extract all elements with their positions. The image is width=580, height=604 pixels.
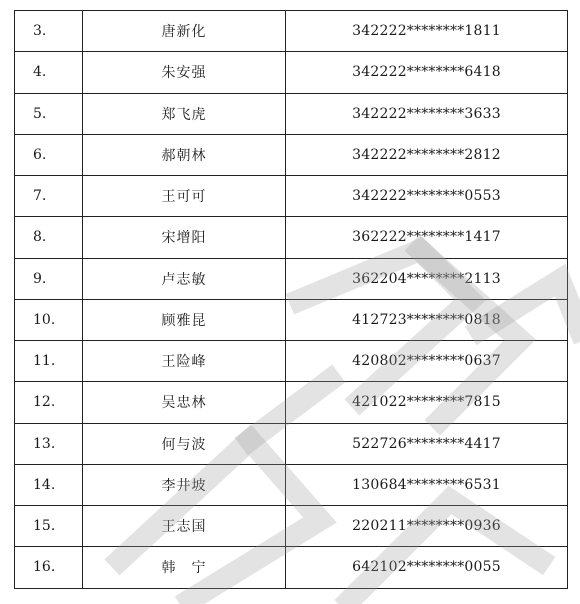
id-number: 342222********2812	[286, 134, 568, 175]
person-name: 宋增阳	[83, 217, 286, 258]
person-name: 王志国	[83, 506, 286, 547]
row-number: 4.	[15, 52, 83, 93]
id-number: 342222********6418	[286, 52, 568, 93]
row-number: 3.	[15, 11, 83, 52]
id-number: 420802********0637	[286, 341, 568, 382]
table-body	[15, 11, 568, 589]
id-number: 342222********3633	[286, 93, 568, 134]
id-number: 362204********2113	[286, 258, 568, 299]
person-name: 卢志敏	[83, 258, 286, 299]
row-number: 16.	[15, 547, 83, 588]
person-name: 吴忠林	[83, 382, 286, 423]
row-number: 7.	[15, 176, 83, 217]
row-number: 13.	[15, 423, 83, 464]
table-row	[15, 11, 568, 52]
table-row	[15, 176, 568, 217]
row-number: 15.	[15, 506, 83, 547]
id-number: 220211********0936	[286, 506, 568, 547]
row-number: 14.	[15, 464, 83, 505]
row-number: 11.	[15, 341, 83, 382]
table-row	[15, 134, 568, 175]
person-name: 韩 宁	[83, 547, 286, 588]
row-number: 10.	[15, 299, 83, 340]
id-number: 642102********0055	[286, 547, 568, 588]
person-name: 郑飞虎	[83, 93, 286, 134]
table-row	[15, 52, 568, 93]
id-number: 130684********6531	[286, 464, 568, 505]
table-row	[15, 423, 568, 464]
row-number: 8.	[15, 217, 83, 258]
table-row	[15, 93, 568, 134]
id-number: 342222********0553	[286, 176, 568, 217]
row-number: 6.	[15, 134, 83, 175]
table-row	[15, 258, 568, 299]
table-row	[15, 217, 568, 258]
person-name: 王可可	[83, 176, 286, 217]
table-row	[15, 464, 568, 505]
table-row	[15, 382, 568, 423]
person-name: 郝朝林	[83, 134, 286, 175]
id-number: 362222********1417	[286, 217, 568, 258]
id-number: 412723********0818	[286, 299, 568, 340]
table-row	[15, 299, 568, 340]
person-name: 顾雅昆	[83, 299, 286, 340]
id-number: 342222********1811	[286, 11, 568, 52]
id-number: 522726********4417	[286, 423, 568, 464]
table-row	[15, 341, 568, 382]
person-name: 唐新化	[83, 11, 286, 52]
person-name: 何与波	[83, 423, 286, 464]
id-number: 421022********7815	[286, 382, 568, 423]
person-name: 朱安强	[83, 52, 286, 93]
person-name: 李井坡	[83, 464, 286, 505]
table-row	[15, 547, 568, 588]
table-row	[15, 506, 568, 547]
row-number: 5.	[15, 93, 83, 134]
row-number: 9.	[15, 258, 83, 299]
personnel-id-table	[14, 10, 568, 589]
row-number: 12.	[15, 382, 83, 423]
person-name: 王险峰	[83, 341, 286, 382]
